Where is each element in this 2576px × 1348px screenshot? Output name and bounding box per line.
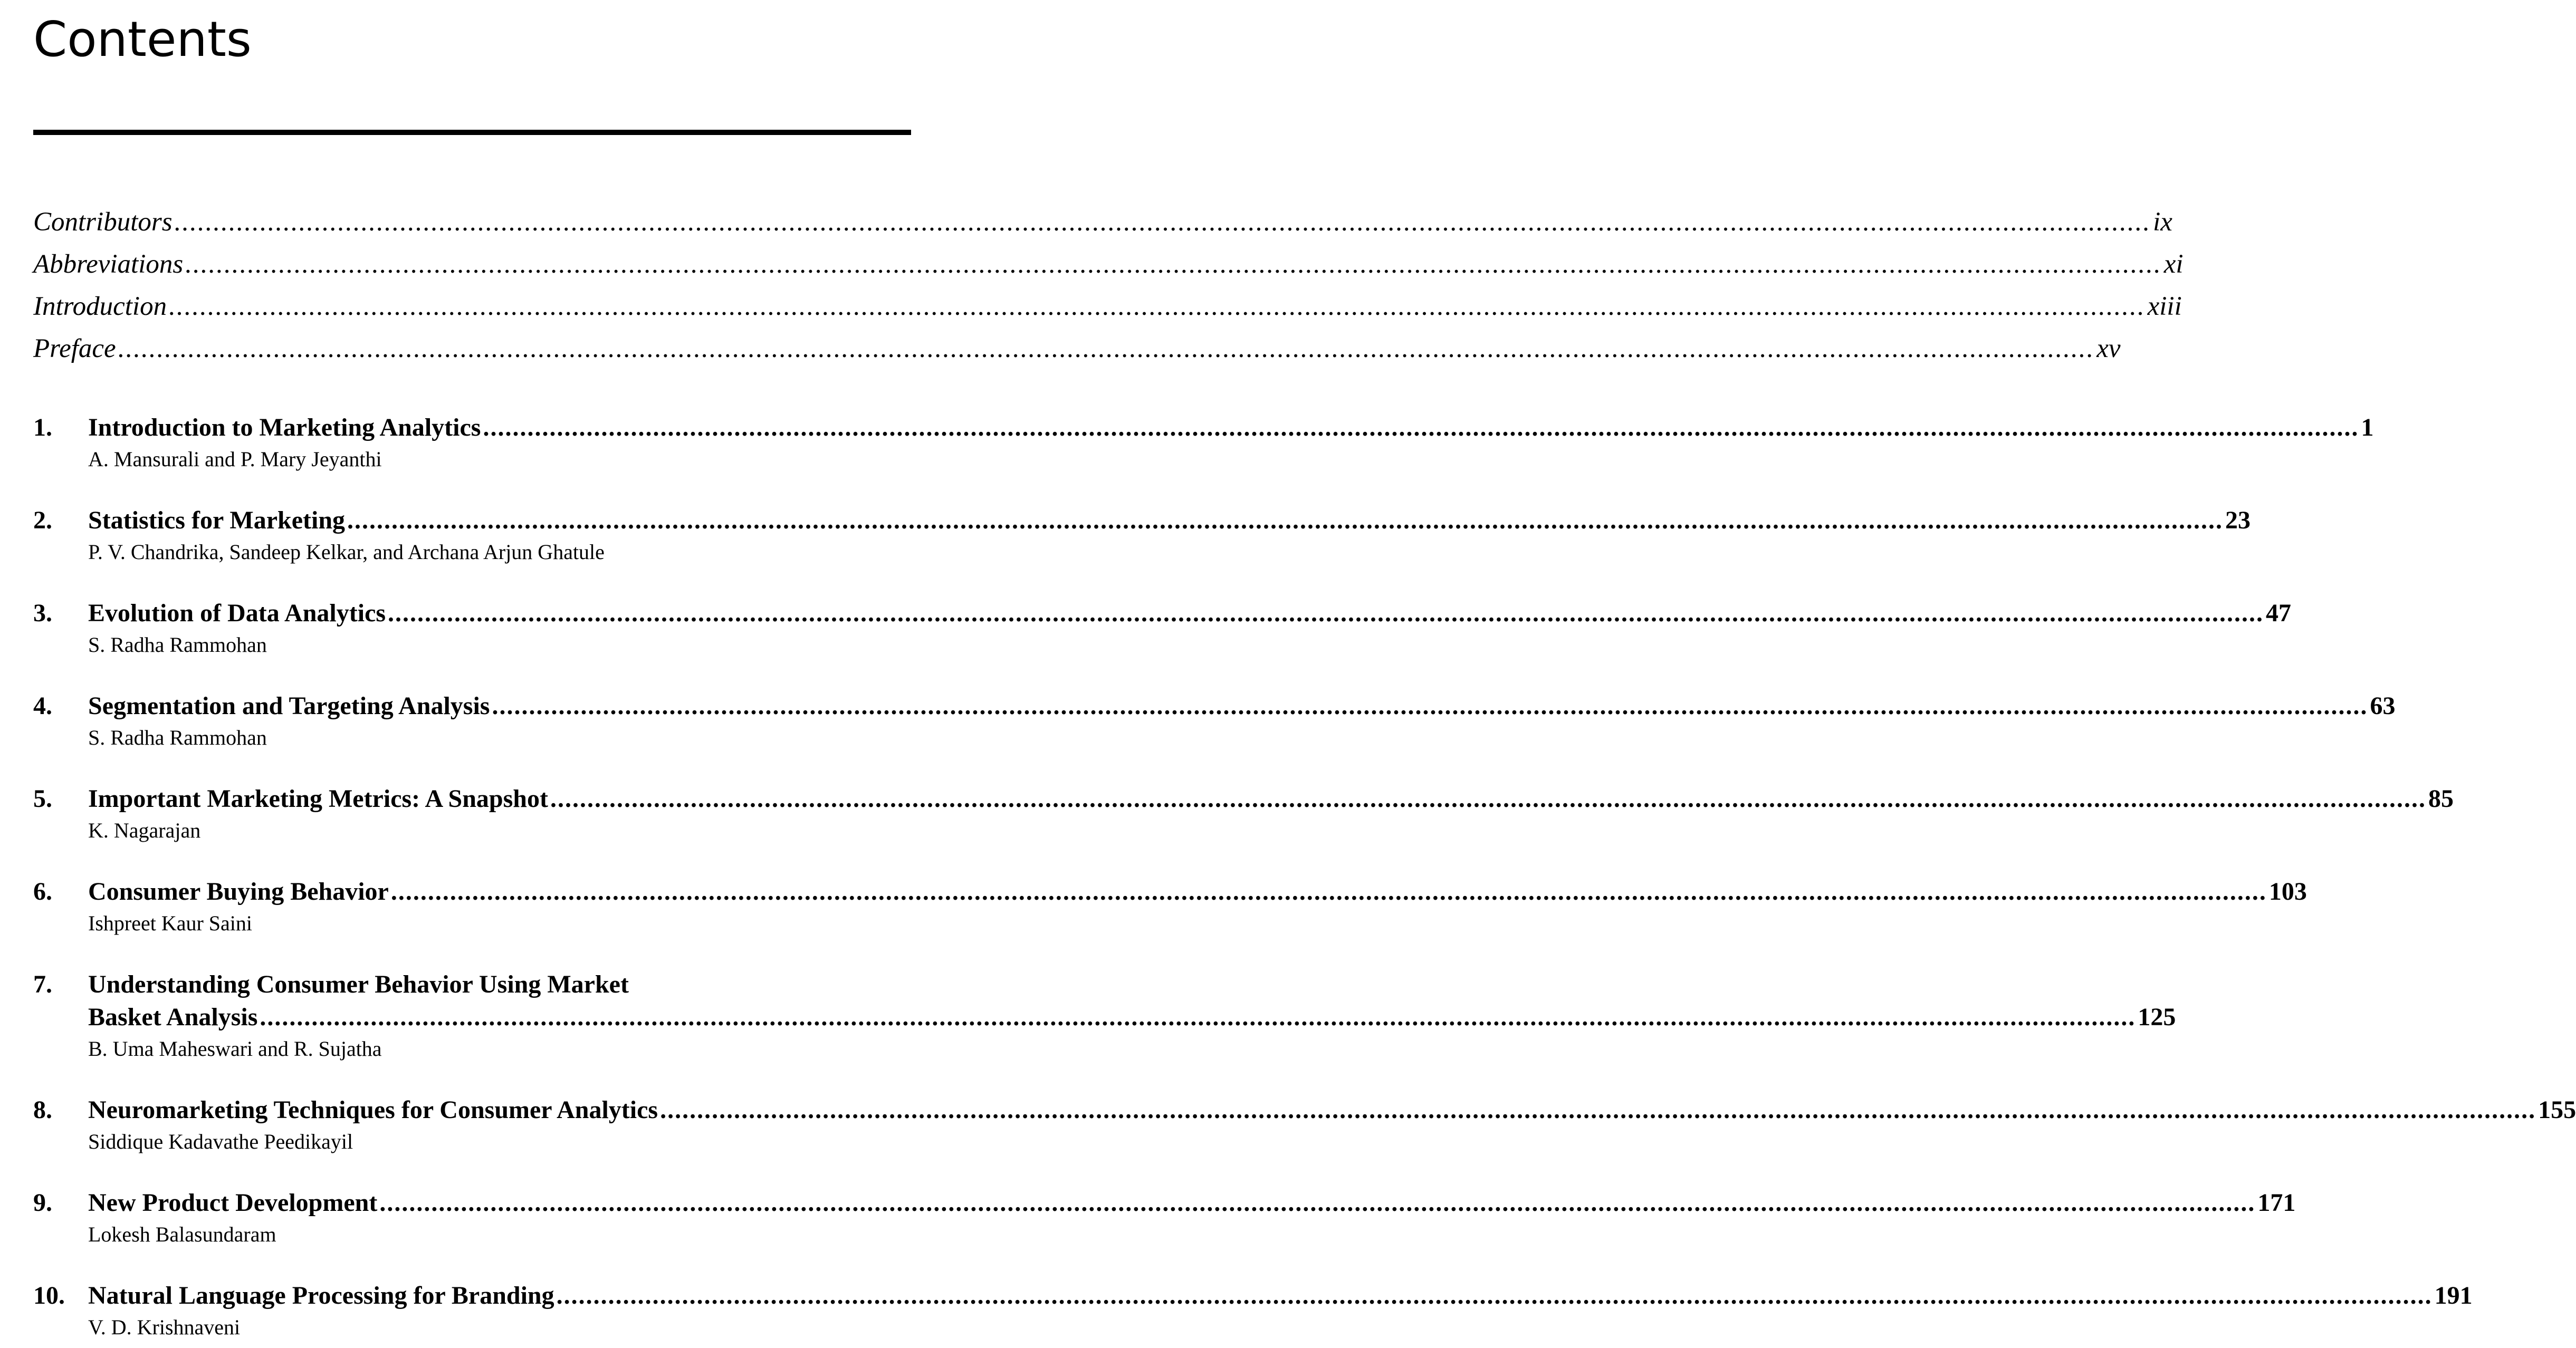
chapter-entry-10[interactable] bbox=[33, 1279, 2473, 1348]
toc-entry-title: Contributors bbox=[33, 207, 173, 237]
front-matter-list bbox=[33, 207, 2184, 375]
toc-entry-introduction[interactable] bbox=[33, 291, 2182, 333]
chapter-entry-2[interactable] bbox=[33, 504, 2251, 597]
chapter-number: 2. bbox=[33, 506, 52, 534]
chapter-entry-6[interactable] bbox=[33, 875, 2307, 968]
chapter-authors: P. V. Chandrika, Sandeep Kelkar, and Archana Arjun Ghatule bbox=[88, 540, 605, 564]
chapter-entry-9[interactable] bbox=[33, 1187, 2296, 1279]
chapter-title: Statistics for Marketing bbox=[88, 506, 346, 534]
dot-leader bbox=[550, 783, 2426, 815]
chapter-number: 3. bbox=[33, 599, 52, 627]
toc-page-number: xi bbox=[2163, 249, 2184, 279]
chapter-entry-5[interactable] bbox=[33, 783, 2454, 875]
chapter-entry-8[interactable] bbox=[33, 1094, 2576, 1187]
dot-leader bbox=[483, 411, 2359, 444]
chapter-authors: Siddique Kadavathe Peedikayil bbox=[88, 1130, 353, 1153]
dot-leader bbox=[391, 875, 2267, 908]
chapter-number: 6. bbox=[33, 878, 52, 906]
chapter-page-number: 191 bbox=[2434, 1282, 2473, 1310]
chapter-title: Consumer Buying Behavior bbox=[88, 878, 389, 906]
chapter-number: 7. bbox=[33, 970, 52, 998]
chapter-authors: K. Nagarajan bbox=[88, 819, 201, 842]
chapter-number: 9. bbox=[33, 1189, 52, 1217]
chapter-list bbox=[33, 411, 2576, 1348]
chapter-page-number: 85 bbox=[2428, 785, 2454, 813]
chapter-number: 5. bbox=[33, 785, 52, 813]
chapter-entry-3[interactable] bbox=[33, 597, 2292, 690]
chapter-title-line-2: Basket Analysis bbox=[88, 1003, 258, 1031]
chapter-authors: Lokesh Balasundaram bbox=[88, 1222, 276, 1246]
dot-leader bbox=[660, 1094, 2536, 1126]
title-rule bbox=[33, 130, 911, 135]
dot-leader bbox=[557, 1279, 2433, 1312]
chapter-number: 1. bbox=[33, 413, 52, 441]
dot-leader bbox=[379, 1187, 2255, 1219]
chapter-title: Natural Language Processing for Branding bbox=[88, 1282, 554, 1310]
chapter-number: 10. bbox=[33, 1282, 65, 1310]
chapter-authors: S. Radha Rammohan bbox=[88, 633, 267, 657]
chapter-number: 8. bbox=[33, 1096, 52, 1124]
dot-leader bbox=[175, 207, 2151, 237]
chapter-title: Neuromarketing Techniques for Consumer Analytics bbox=[88, 1096, 658, 1124]
page-title: Contents bbox=[33, 11, 252, 68]
toc-page-number: ix bbox=[2153, 207, 2172, 237]
dot-leader bbox=[260, 1001, 2136, 1034]
chapter-entry-7[interactable] bbox=[33, 968, 2176, 1094]
toc-entry-title: Preface bbox=[33, 334, 116, 363]
dot-leader bbox=[118, 333, 2095, 364]
chapter-title: New Product Development bbox=[88, 1189, 378, 1217]
chapter-title-line-1: Understanding Consumer Behavior Using Market bbox=[88, 970, 629, 998]
toc-entry-contributors[interactable] bbox=[33, 207, 2172, 249]
chapter-page-number: 47 bbox=[2266, 599, 2292, 627]
chapter-page-number: 23 bbox=[2225, 506, 2251, 534]
chapter-authors: V. D. Krishnaveni bbox=[88, 1315, 241, 1339]
chapter-title: Evolution of Data Analytics bbox=[88, 599, 386, 627]
toc-entry-preface[interactable] bbox=[33, 333, 2121, 375]
chapter-authors: B. Uma Maheswari and R. Sujatha bbox=[88, 1037, 382, 1061]
toc-page-number: xv bbox=[2096, 334, 2121, 363]
chapter-authors: Ishpreet Kaur Saini bbox=[88, 911, 253, 935]
chapter-page-number: 1 bbox=[2361, 413, 2374, 441]
chapter-title: Introduction to Marketing Analytics bbox=[88, 413, 481, 441]
dot-leader bbox=[347, 504, 2223, 537]
dot-leader bbox=[169, 291, 2146, 322]
chapter-page-number: 155 bbox=[2538, 1096, 2576, 1124]
chapter-entry-4[interactable] bbox=[33, 690, 2396, 783]
chapter-page-number: 171 bbox=[2257, 1189, 2296, 1217]
chapter-authors: S. Radha Rammohan bbox=[88, 726, 267, 749]
chapter-page-number: 103 bbox=[2268, 878, 2307, 906]
toc-entry-title: Introduction bbox=[33, 292, 167, 321]
dot-leader bbox=[185, 249, 2162, 280]
toc-page-number: xiii bbox=[2147, 292, 2182, 321]
dot-leader bbox=[492, 690, 2368, 723]
toc-entry-abbreviations[interactable] bbox=[33, 249, 2184, 291]
toc-entry-title: Abbreviations bbox=[33, 249, 184, 279]
chapter-entry-1[interactable] bbox=[33, 411, 2374, 504]
chapter-title: Segmentation and Targeting Analysis bbox=[88, 692, 490, 720]
dot-leader bbox=[388, 597, 2264, 630]
chapter-title: Important Marketing Metrics: A Snapshot bbox=[88, 785, 548, 813]
chapter-number: 4. bbox=[33, 692, 52, 720]
chapter-page-number: 125 bbox=[2138, 1003, 2176, 1031]
chapter-authors: A. Mansurali and P. Mary Jeyanthi bbox=[88, 447, 382, 471]
chapter-page-number: 63 bbox=[2370, 692, 2396, 720]
